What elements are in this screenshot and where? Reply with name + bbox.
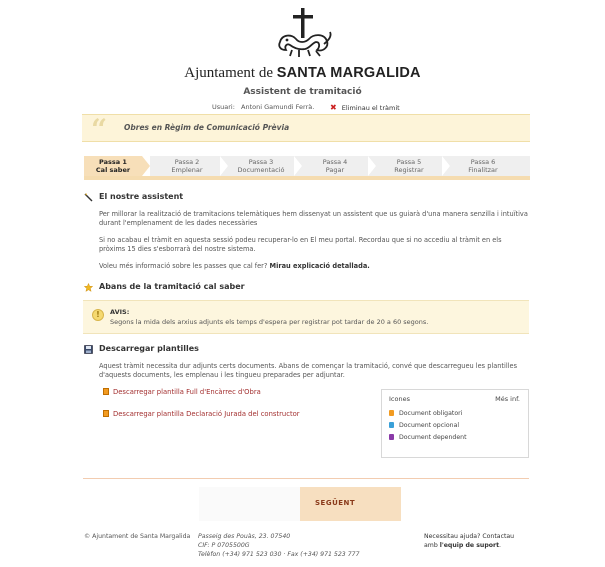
procedure-title: Obres en Règim de Comunicació Prèvia [124,123,290,132]
footer-address: Passeig des Pouàs, 23. 07540 [198,533,291,540]
required-document-icon [103,410,109,417]
download-section-title: Descarregar plantilles [99,344,199,353]
notice-text: Segons la mida dels arxius adjunts els temps d'espera per registrar pot tardar de 20 a 60 segons. [110,318,429,326]
step-3 [228,156,294,176]
santa-margalida-logo [272,6,334,64]
delete-procedure-link[interactable] [330,103,400,112]
star-icon [84,283,93,292]
step-3-arrow [294,156,302,176]
notice-box [83,300,529,334]
step-6 [450,156,516,176]
legend-item-optional [389,422,459,429]
step-1 [84,156,142,176]
notice-title: AVIS: [110,308,130,316]
quote-icon: “ [91,113,108,146]
legend-item-label: Document opcional [399,422,460,429]
footer-help-prefix: amb [424,542,438,549]
footer-help [424,532,514,550]
assistant-section-title: El nostre assistent [99,192,184,201]
assistant-paragraph-1: Per millorar la realització de tramitacions telemàtiques hem dissenyat un assistent que us guiarà d'una manera senzilla i intuïtiva durant l'emplenament de les dades necessàries [99,210,528,227]
download-template-label: Descarregar plantilla Full d'Encàrrec d'Obra [113,388,261,396]
procedure-banner [82,113,530,146]
assistant-paragraph-2: Si no acabau el tràmit en aquesta sessió podeu recuperar-lo en El meu portal. Recordau que si no accediu al tràmit en els pròxims 15 dies s'esborrarà del nostre sistema. [99,236,502,253]
delete-icon: ✖ [330,103,337,112]
step-1-number: Passa 1 [99,158,127,166]
step-6-label: Finalitzar [468,166,498,174]
legend-item-label: Document obligatori [399,410,463,417]
wand-icon [84,193,93,202]
step-progress [84,156,530,176]
step-4-number: Passa 4 [322,158,348,166]
optional-document-icon [389,422,394,428]
legend-more-info-link[interactable]: Més inf. [495,395,520,403]
legend-title: Icones [389,395,410,403]
step-5-arrow [442,156,450,176]
step-3-number: Passa 3 [248,158,274,166]
step-2-arrow [220,156,228,176]
step-4-label: Pagar [325,166,345,174]
assistant-title: Assistent de tramitació [243,87,362,97]
step-4 [302,156,368,176]
step-5-number: Passa 5 [396,158,422,166]
legend-item-dependent [389,434,467,441]
step-2 [154,156,220,176]
dependent-document-icon [389,434,394,440]
more-info-text: Voleu més informació sobre les passes que cal fer? [99,262,268,270]
step-6-number: Passa 6 [470,158,496,166]
before-section-title: Abans de la tramitació cal saber [99,282,245,291]
footer-cif: CIF: P 0705500G [198,542,250,549]
user-info [212,103,318,111]
steps-underline [84,176,530,180]
user-label: Usuari: [212,103,235,111]
next-button-left [199,487,300,521]
step-3-label: Documentació [237,166,285,174]
footer-address-block [198,532,360,559]
download-template-link[interactable] [103,410,300,418]
next-button-label: SEGÜENT [315,499,356,507]
footer-copyright: © Ajuntament de Santa Margalida [84,533,191,540]
municipality-name: SANTA MARGALIDA [276,65,421,81]
footer-help-suffix: . [499,542,501,549]
divider [83,478,529,479]
step-5 [376,156,442,176]
user-name: Antoni Gamundi Ferrà. [241,103,315,111]
download-template-link[interactable] [103,388,261,396]
info-icon: ! [92,309,104,321]
footer-help-line1: Necessitau ajuda? Contactau [424,533,515,540]
download-template-label: Descarregar plantilla Declaració Jurada del constructor [113,410,300,418]
icon-legend [381,389,529,458]
step-1-label: Cal saber [95,166,131,174]
required-document-icon [389,410,394,416]
support-team-link[interactable]: l'equip de suport [439,542,500,549]
step-2-label: Emplenar [171,166,203,174]
assistant-paragraph-3 [99,262,529,271]
delete-label: Eliminau el tràmit [341,104,400,112]
required-document-icon [103,388,109,395]
municipality-prefix: Ajuntament de [184,65,273,81]
municipality-title [0,65,605,82]
step-2-number: Passa 2 [174,158,200,166]
legend-item-required [389,410,462,417]
next-button[interactable] [199,487,401,521]
step-4-arrow [368,156,376,176]
header [0,0,605,120]
step-1-arrow [142,156,150,176]
download-intro: Aquest tràmit necessita dur adjunts certs documents. Abans de començar la tramitació, convé que descarregueu les plantilles d'aquests documents, les emplenau i les tingueu preparades per adjuntar. [99,362,518,379]
detailed-explanation-link[interactable]: Mirau explicació detallada. [269,262,370,270]
legend-item-label: Document dependent [399,434,467,441]
save-icon [84,345,93,354]
step-5-label: Registrar [394,166,424,174]
footer-phone: Telèfon (+34) 971 523 030 · Fax (+34) 971 523 777 [198,551,360,558]
